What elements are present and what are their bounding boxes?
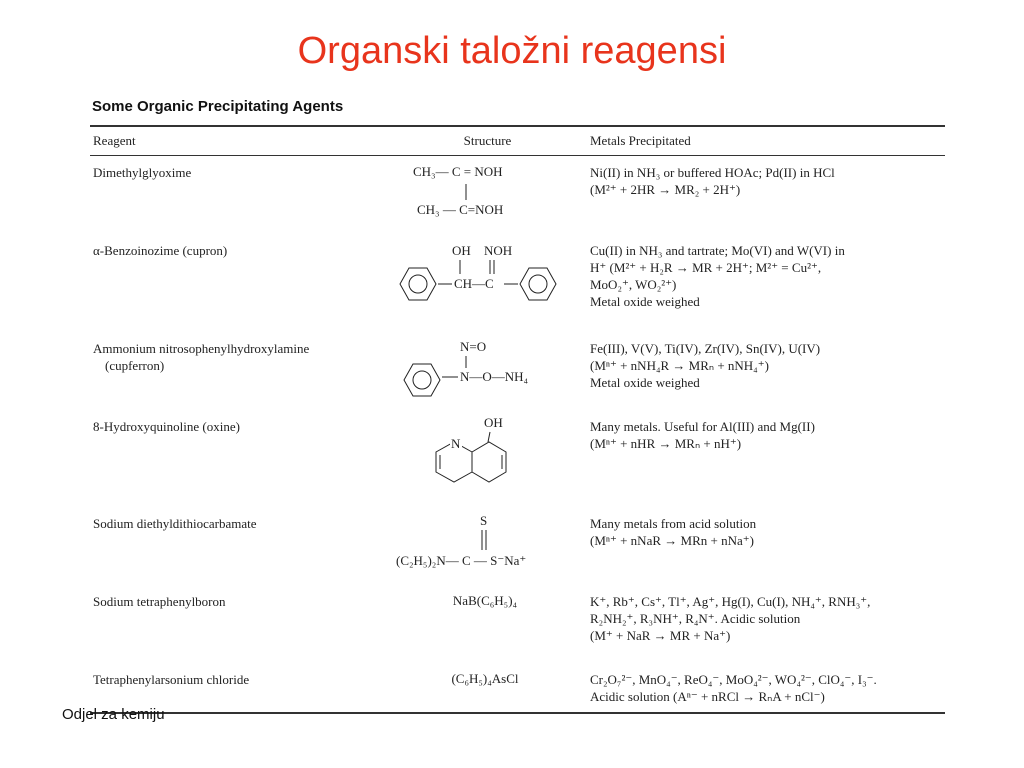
metals-line-1: Many metals. Useful for Al(III) and Mg(II): [590, 419, 815, 434]
row-oxine-metals: [590, 418, 950, 452]
metals-line-2: (Mⁿ⁺ + nNaR → MRn + nNa⁺): [590, 533, 754, 548]
benzene-ring-right: [520, 268, 556, 300]
slide-footer: Odjel za kemiju: [62, 706, 165, 723]
metals-line-3: (M⁺ + NaR → MR + Na⁺): [590, 628, 731, 643]
table-title: Some Organic Precipitating Agents: [92, 98, 344, 115]
structure-no-label: N=O: [460, 339, 487, 354]
reagent-name: Sodium tetraphenylboron: [93, 594, 226, 609]
row-cupron-metals: [590, 242, 950, 310]
structure-tetraphenylboron: NaB(C₆H₅)₄: [452, 593, 518, 608]
row-dimethylglyoxime-metals: [590, 164, 950, 198]
metals-line-1: Cu(II) in NH₃ and tartrate; Mo(VI) and W(VI) in: [590, 243, 845, 258]
benzene-ring-left: [400, 268, 436, 300]
metals-line-1: Cr₂O₇²⁻, MnO₄⁻, ReO₄⁻, MoO₄²⁻, WO₄²⁻, ClO₄⁻, I₃⁻.: [590, 672, 877, 687]
reagent-name: Sodium diethyldithiocarbamate: [93, 516, 257, 531]
metals-line-1: Many metals from acid solution: [590, 516, 757, 531]
reagent-name: α-Benzoinozime (cupron): [93, 243, 228, 258]
structure-s-label: S: [480, 513, 488, 528]
row-tetraphenylarsonium-metals: [590, 671, 950, 705]
row-cupferron-metals: [590, 340, 950, 391]
structure-line-1: CH₃— C = NOH: [413, 164, 503, 179]
metals-line-1: Fe(III), V(V), Ti(IV), Zr(IV), Sn(IV), U(IV): [590, 341, 821, 356]
metals-line-2: (M²⁺ + 2HR → MR₂ + 2H⁺): [590, 182, 741, 197]
header-structure: Structure: [463, 133, 512, 148]
table-bottom-rule: [90, 712, 945, 714]
structure-chain-label: (C₂H₅)₂N— C — S⁻Na⁺: [396, 553, 527, 568]
table-top-rule: [90, 125, 945, 127]
metals-line-1: Ni(II) in NH₃ or buffered HOAc; Pd(II) in HCl: [590, 165, 835, 180]
row-oxine-reagent: [93, 418, 240, 435]
row-dithiocarbamate-reagent: [93, 515, 257, 532]
row-tetraphenylarsonium-reagent: [93, 671, 249, 688]
ring-circle: [529, 275, 547, 293]
structure-noh-label: NOH: [484, 243, 513, 258]
metals-line-3: MoO₂⁺, WO₂²⁺): [590, 277, 677, 292]
metals-line-2: (Mⁿ⁺ + nHR → MRₙ + nH⁺): [590, 436, 742, 451]
metals-line-1: K⁺, Rb⁺, Cs⁺, Tl⁺, Ag⁺, Hg(I), Cu(I), NH₄⁺, RNH₃⁺,: [590, 594, 871, 609]
structure-oh-label: OH: [452, 243, 471, 258]
row-tetraphenylboron-metals: [590, 593, 950, 644]
ring-circle: [409, 275, 427, 293]
row-cupron-reagent: [93, 242, 227, 259]
slide-title: Organski taložni reagensi: [297, 30, 727, 72]
reagent-name: Dimethylglyoxime: [93, 165, 192, 180]
structure-n-label: N: [451, 436, 461, 451]
structure-chain-label: N—O—NH₄: [460, 369, 529, 384]
metals-line-2: R₂NH₂⁺, R₃NH⁺, R₄N⁺. Acidic solution: [590, 611, 801, 626]
benzene-ring: [404, 364, 440, 396]
structure-oh-label: OH: [484, 415, 503, 430]
table-header-rule: [90, 155, 945, 156]
header-reagent: Reagent: [93, 133, 136, 148]
row-tetraphenylboron-reagent: [93, 593, 226, 610]
row-dithiocarbamate-metals: [590, 515, 950, 549]
metals-line-4: Metal oxide weighed: [590, 294, 700, 309]
row-dimethylglyoxime-reagent: [93, 164, 191, 181]
reagent-name: Tetraphenylarsonium chloride: [93, 672, 250, 687]
structure-oxine: [420, 412, 530, 500]
metals-line-3: Metal oxide weighed: [590, 375, 700, 390]
bond-line: [488, 432, 490, 442]
structure-chain-label: CH—C: [454, 276, 494, 291]
structure-dithiocarbamate: [392, 510, 572, 572]
header-metals: Metals Precipitated: [590, 133, 691, 148]
metals-line-2: H⁺ (M²⁺ + H₂R → MR + 2H⁺; M²⁺ = Cu²⁺,: [590, 260, 822, 275]
metals-line-2: Acidic solution (Aⁿ⁻ + nRCl → RₙA + nCl⁻): [590, 689, 825, 704]
structure-cupferron: [398, 336, 568, 408]
structure-tetraphenylarsonium: (C₆H₅)₄AsCl: [451, 671, 519, 686]
reagent-alias: (cupferron): [105, 358, 165, 373]
benzene-ring: [472, 442, 506, 482]
structure-line-2: CH₃ — C=NOH: [417, 202, 504, 217]
ring-circle: [413, 371, 431, 389]
row-cupferron-reagent: [93, 340, 309, 374]
structure-benzoinoxime: [390, 240, 570, 320]
reagent-name: Ammonium nitrosophenylhydroxylamine: [93, 341, 310, 356]
metals-line-2: (Mⁿ⁺ + nNH₄R → MRₙ + nNH₄⁺): [590, 358, 769, 373]
structure-dimethylglyoxime: [405, 160, 555, 222]
reagent-name: 8-Hydroxyquinoline (oxine): [93, 419, 240, 434]
